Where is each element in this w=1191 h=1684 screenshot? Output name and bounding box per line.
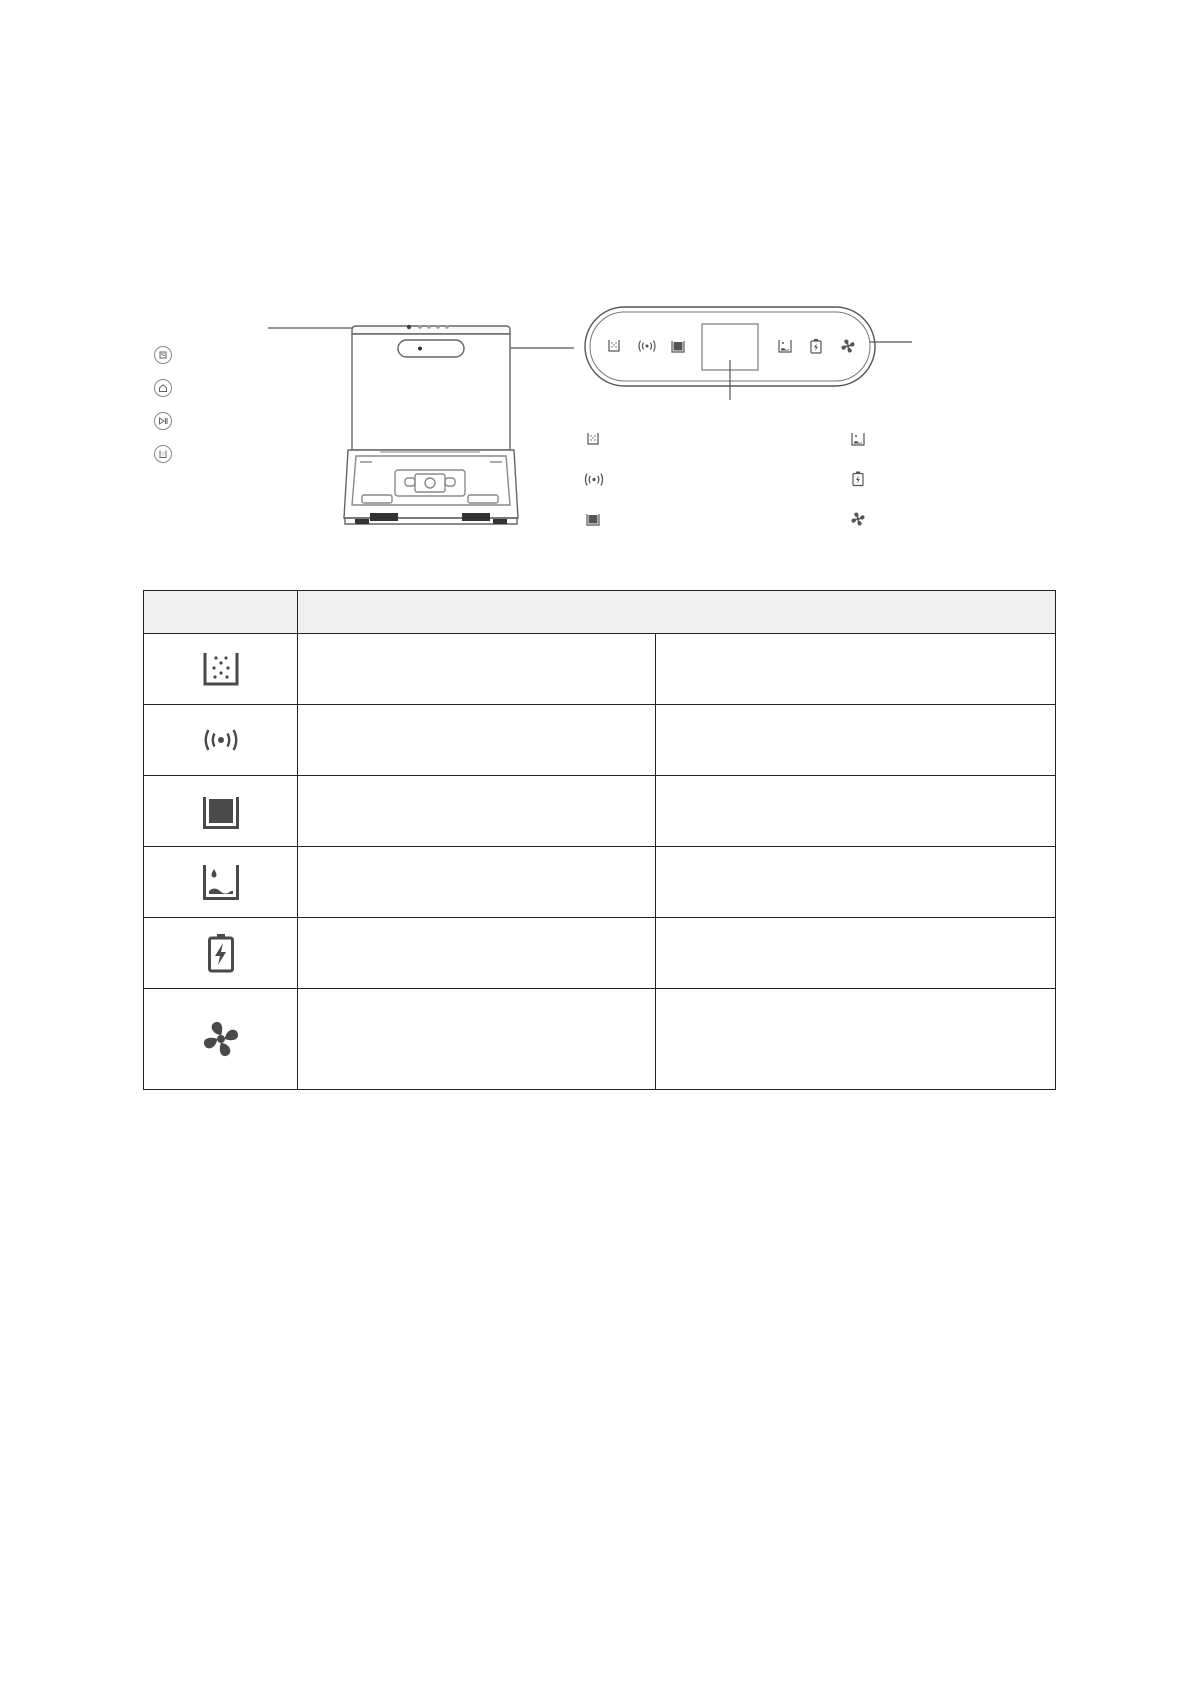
- icon-cell: [144, 847, 298, 918]
- base-station-illustration: [344, 325, 518, 524]
- clean-water-tank-icon: [202, 792, 240, 830]
- row-cell-condition: [298, 847, 656, 918]
- header-cell-description: [298, 591, 1056, 634]
- battery-charging-icon: [852, 471, 864, 487]
- dust-bag-icon: [154, 445, 172, 463]
- table-row: [144, 705, 1056, 776]
- row-cell-condition: [298, 705, 656, 776]
- signal-icon: [203, 728, 239, 752]
- row-cell-meaning: [656, 989, 1056, 1090]
- icon-cell: [144, 918, 298, 989]
- fan-icon: [840, 338, 856, 354]
- row-cell-condition: [298, 989, 656, 1090]
- dust-bag-icon: [586, 432, 600, 446]
- row-cell-condition: [298, 776, 656, 847]
- water-tank-clean-icon: [154, 346, 172, 364]
- home-icon: [154, 379, 172, 397]
- dirty-water-tank-icon: [202, 863, 240, 901]
- header-cell-icon: [144, 591, 298, 634]
- clean-water-tank-icon: [586, 512, 600, 526]
- play-pause-icon: [154, 412, 172, 430]
- dirty-water-tank-icon: [778, 339, 792, 353]
- signal-icon: [637, 339, 657, 353]
- row-cell-meaning: [656, 776, 1056, 847]
- table-row: [144, 634, 1056, 705]
- icon-cell: [144, 776, 298, 847]
- row-cell-condition: [298, 634, 656, 705]
- indicator-status-table: [143, 590, 1056, 1090]
- table-row: [144, 847, 1056, 918]
- icon-cell: [144, 705, 298, 776]
- row-cell-condition: [298, 918, 656, 989]
- row-cell-meaning: [656, 705, 1056, 776]
- dust-bag-icon: [202, 650, 240, 688]
- row-cell-meaning: [656, 634, 1056, 705]
- clean-water-tank-icon: [671, 339, 685, 353]
- table-header-row: [144, 591, 1056, 634]
- fan-icon: [201, 1019, 241, 1059]
- signal-icon: [583, 472, 605, 487]
- table-row: [144, 776, 1056, 847]
- row-cell-meaning: [656, 847, 1056, 918]
- battery-charging-icon: [207, 933, 235, 973]
- row-cell-meaning: [656, 918, 1056, 989]
- control-panel-illustration: [585, 307, 912, 400]
- dust-bag-icon: [607, 339, 621, 353]
- dirty-water-tank-icon: [851, 432, 865, 446]
- table-row: [144, 989, 1056, 1090]
- battery-charging-icon: [810, 339, 822, 354]
- icon-cell: [144, 989, 298, 1090]
- table-row: [144, 918, 1056, 989]
- icon-cell: [144, 634, 298, 705]
- fan-icon: [850, 511, 866, 527]
